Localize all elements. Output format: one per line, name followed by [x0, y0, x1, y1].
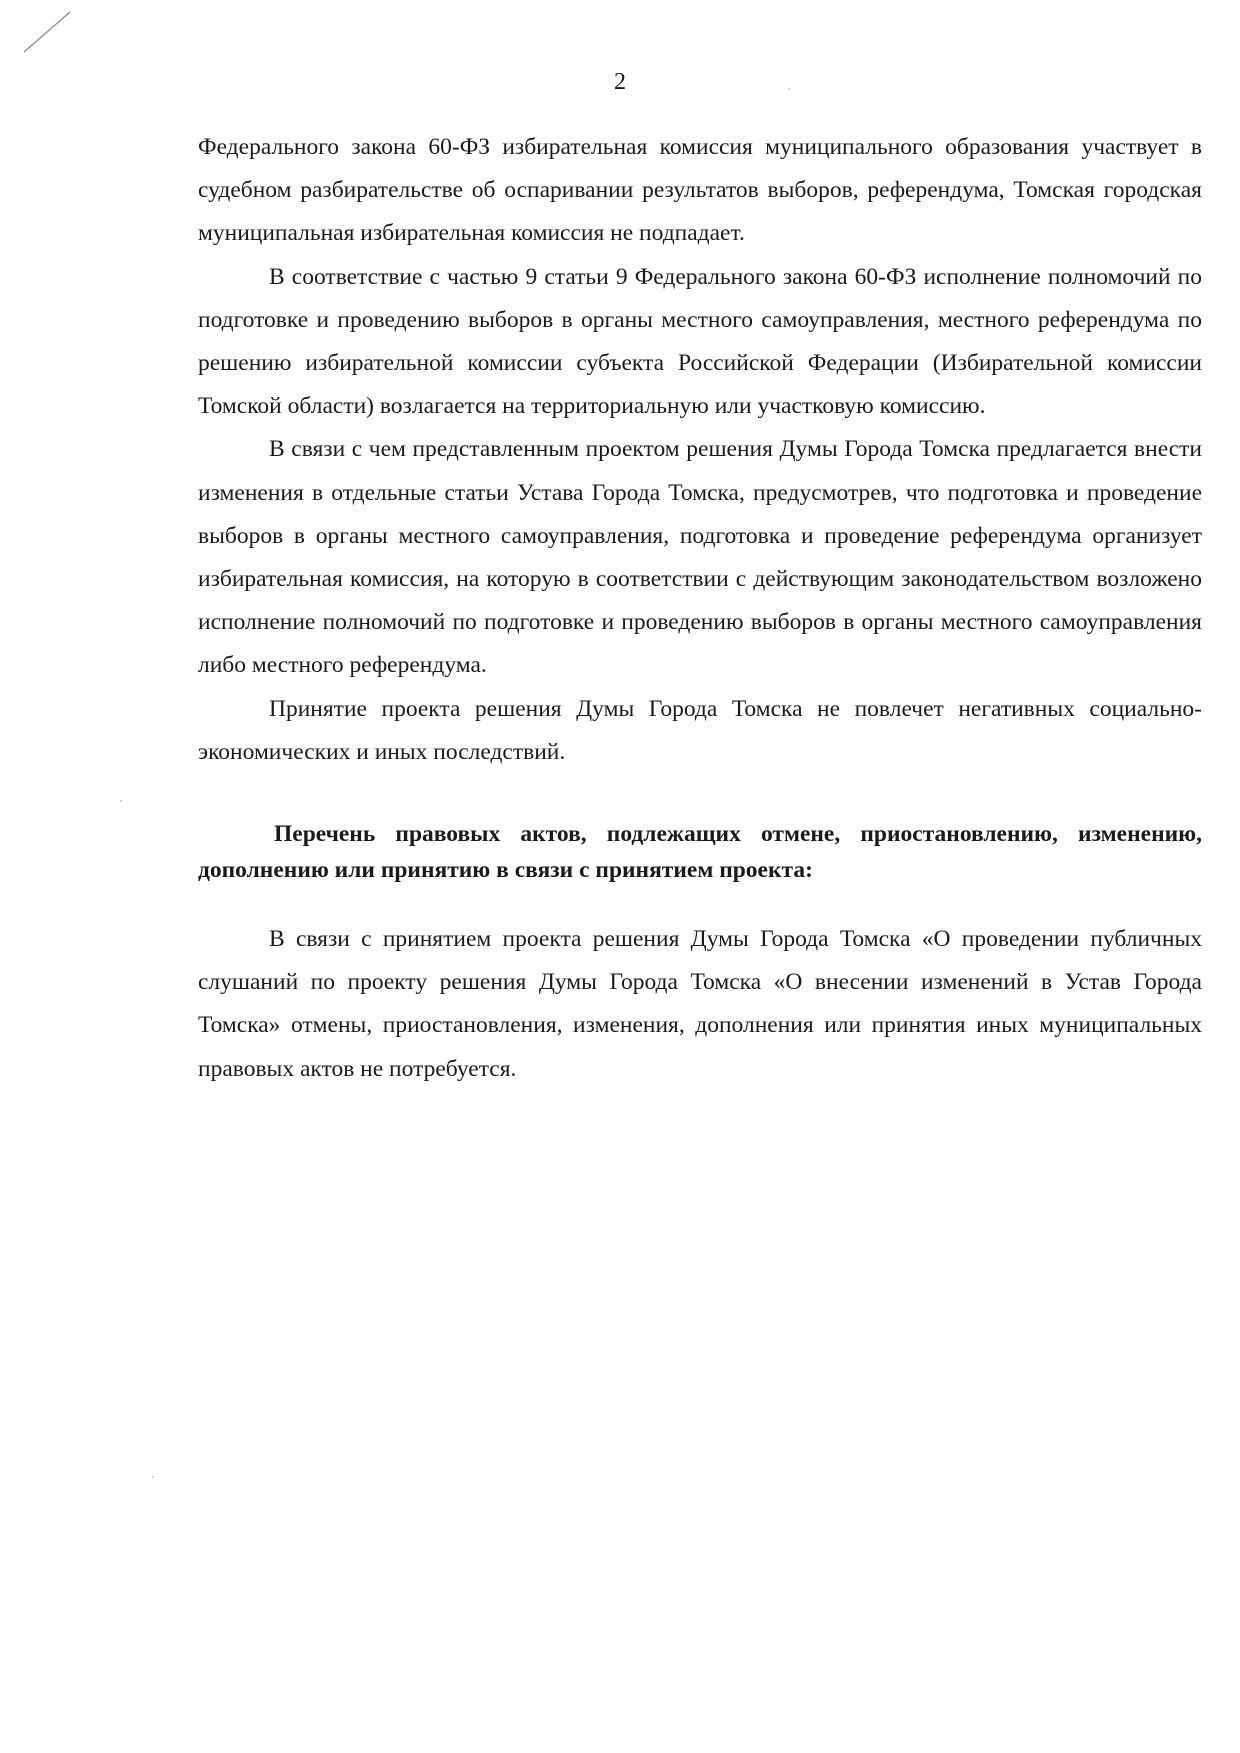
- paragraph-consequences: Принятие проекта решения Думы Города Томска не повлечет негативных социально-экономических и иных последствий.: [198, 695, 1202, 765]
- paragraph-delegation: В соответствие с частью 9 статьи 9 Федерального закона 60-ФЗ исполнение полномочий по подготовке и проведению выборов в органы местного самоуправления, местного референдума по решению избирательной комиссии субъекта Российской Федерации (Избирательной комиссии Томской области) возлагается на территориальную или участковую комиссию.: [198, 263, 1202, 420]
- scan-corner-mark: [22, 10, 72, 54]
- scan-speck: [152, 1476, 154, 1478]
- document-body: [198, 126, 1202, 1091]
- page-number: 2: [614, 69, 626, 95]
- section-body: В связи с принятием проекта решения Думы Города Томска «О проведении публичных слушаний по проекту решения Думы Города Томска «О внесении изменений в Устав Города Томска» отмены, приостановления, изменения, дополнения или принятия иных муниципальных правовых актов не потребуется.: [198, 926, 1202, 1082]
- scan-speck: [120, 800, 122, 802]
- paragraph-proposal: В связи с чем представленным проектом решения Думы Города Томска предлагается внести изменения в отдельные статьи Устава Города Томска, предусмотрев, что подготовка и проведение выборов в органы местного самоуправления, подготовка и проведение референдума организует избирательная комиссия, на которую в соответствии с действующим законодательством возложено исполнение полномочий по подготовке и проведению выборов в органы местного самоуправления либо местного референдума.: [198, 436, 1202, 679]
- paragraph-continuation: Федерального закона 60-ФЗ избирательная комиссия муниципального образования участвует в судебном разбирательстве об оспаривании результатов выборов, референдума, Томская городская муниципальная избирательная комиссия не подпадает.: [198, 134, 1202, 247]
- section-heading: Перечень правовых актов, подлежащих отмене, приостановлению, изменению, дополнению или принятию в связи с принятием проекта:: [198, 821, 1202, 884]
